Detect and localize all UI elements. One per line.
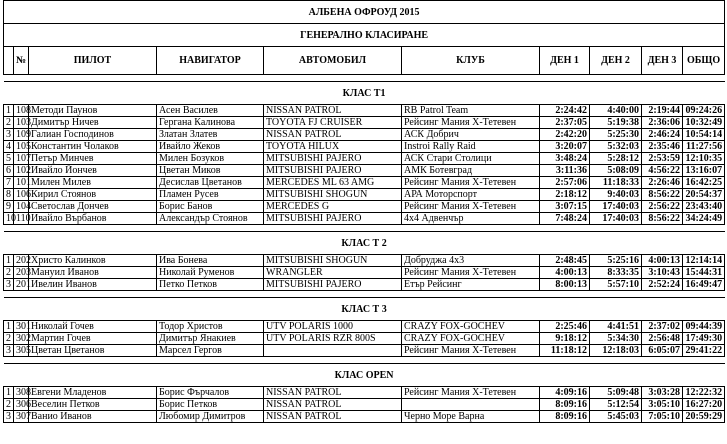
table-row (4, 141, 725, 153)
club-cell: RB Patrol Team (402, 105, 540, 117)
day1-cell: 9:18:12 (540, 333, 590, 345)
number-cell: 302 (14, 333, 29, 345)
navigator-cell: Асен Василев (157, 105, 264, 117)
pilot-cell: Петър Минчев (29, 153, 157, 165)
col-header-club: КЛУБ (402, 47, 540, 75)
number-cell: 102 (14, 165, 29, 177)
position-cell: 2 (4, 399, 14, 411)
navigator-cell: Милен Бозуков (157, 153, 264, 165)
page-subtitle: ГЕНЕРАЛНО КЛАСИРАНЕ (4, 24, 725, 47)
club-cell: Рейсинг Мания Х-Тетевен (402, 177, 540, 189)
day2-cell: 17:40:03 (590, 201, 642, 213)
table-row (4, 255, 725, 267)
pilot-cell: Мартин Гочев (29, 333, 157, 345)
class-heading: КЛАС Т 3 (4, 298, 725, 321)
day3-cell: 2:37:02 (642, 321, 683, 333)
club-cell: 4х4 Адвенчър (402, 213, 540, 225)
day3-cell: 3:05:10 (642, 399, 683, 411)
number-cell: 104 (14, 201, 29, 213)
total-cell: 12:22:32 (683, 387, 725, 399)
car-cell: MITSUBISHI PAJERO (264, 153, 402, 165)
car-cell: NISSAN PATROL (264, 105, 402, 117)
car-cell: UTV POLARIS 1000 (264, 321, 402, 333)
navigator-cell: Златан Златев (157, 129, 264, 141)
car-cell (264, 345, 402, 357)
col-header-navigator: НАВИГАТОР (157, 47, 264, 75)
total-cell: 10:32:49 (683, 117, 725, 129)
number-cell: 109 (14, 129, 29, 141)
navigator-cell: Любомир Димитров (157, 411, 264, 423)
table-row (4, 165, 725, 177)
day1-cell: 8:00:13 (540, 279, 590, 291)
number-cell: 202 (14, 255, 29, 267)
day1-cell: 2:42:20 (540, 129, 590, 141)
total-cell: 09:24:26 (683, 105, 725, 117)
results-table (3, 0, 725, 423)
number-cell: 308 (14, 387, 29, 399)
col-header-pilot: ПИЛОТ (29, 47, 157, 75)
navigator-cell: Марсел Гергов (157, 345, 264, 357)
class-heading: КЛАС OPEN (4, 364, 725, 387)
day2-cell: 5:25:16 (590, 255, 642, 267)
navigator-cell: Николай Руменов (157, 267, 264, 279)
navigator-cell: Петко Петков (157, 279, 264, 291)
table-row (4, 129, 725, 141)
day3-cell: 2:56:48 (642, 333, 683, 345)
club-cell: Рейсинг Мания Х-Тетевен (402, 345, 540, 357)
day1-cell: 3:48:24 (540, 153, 590, 165)
pilot-cell: Николай Гочев (29, 321, 157, 333)
total-cell: 16:27:20 (683, 399, 725, 411)
day2-cell: 5:09:48 (590, 387, 642, 399)
spacer (4, 225, 725, 232)
club-cell: Добруджа 4х3 (402, 255, 540, 267)
car-cell: MITSUBISHI SHOGUN (264, 255, 402, 267)
number-cell: 106 (14, 189, 29, 201)
total-cell: 29:41:22 (683, 345, 725, 357)
day3-cell: 2:19:44 (642, 105, 683, 117)
number-cell: 107 (14, 153, 29, 165)
total-cell: 16:49:47 (683, 279, 725, 291)
table-row (4, 399, 725, 411)
pilot-cell: Мануил Иванов (29, 267, 157, 279)
position-cell: 2 (4, 333, 14, 345)
day2-cell: 5:57:10 (590, 279, 642, 291)
club-cell: АСК Стари Столици (402, 153, 540, 165)
table-row (4, 189, 725, 201)
car-cell: NISSAN PATROL (264, 387, 402, 399)
club-cell: Рейсинг Мания Х-Тетевен (402, 267, 540, 279)
position-cell: 3 (4, 345, 14, 357)
col-header-number: № (14, 47, 29, 75)
number-cell: 110 (14, 213, 29, 225)
header-blank (4, 47, 14, 75)
pilot-cell: Кирил Стоянов (29, 189, 157, 201)
day3-cell: 4:56:22 (642, 165, 683, 177)
table-row (4, 213, 725, 225)
day3-cell: 2:56:22 (642, 201, 683, 213)
day2-cell: 8:33:35 (590, 267, 642, 279)
day1-cell: 8:09:16 (540, 411, 590, 423)
navigator-cell: Димитър Янакиев (157, 333, 264, 345)
car-cell: MERCEDES G (264, 201, 402, 213)
navigator-cell: Пламен Русев (157, 189, 264, 201)
total-cell: 13:16:07 (683, 165, 725, 177)
day3-cell: 2:26:46 (642, 177, 683, 189)
club-cell: CRAZY FOX-GOCHEV (402, 321, 540, 333)
day3-cell: 2:46:24 (642, 129, 683, 141)
table-row (4, 279, 725, 291)
day3-cell: 4:00:13 (642, 255, 683, 267)
day2-cell: 5:08:09 (590, 165, 642, 177)
car-cell: TOYOTA HILUX (264, 141, 402, 153)
total-cell: 10:54:14 (683, 129, 725, 141)
club-cell: Рейсинг Мания Х-Тетевен (402, 201, 540, 213)
navigator-cell: Борис Петков (157, 399, 264, 411)
day2-cell: 5:12:54 (590, 399, 642, 411)
day3-cell: 2:53:59 (642, 153, 683, 165)
number-cell: 305 (14, 345, 29, 357)
total-cell: 15:44:31 (683, 267, 725, 279)
position-cell: 8 (4, 189, 14, 201)
table-row (4, 333, 725, 345)
club-cell: АРА Моторспорт (402, 189, 540, 201)
pilot-cell: Милен Милев (29, 177, 157, 189)
pilot-cell: Евгени Младенов (29, 387, 157, 399)
club-cell: Instroi Rally Raid (402, 141, 540, 153)
class-heading: КЛАС Т 2 (4, 232, 725, 255)
day3-cell: 3:03:28 (642, 387, 683, 399)
pilot-cell: Методи Паунов (29, 105, 157, 117)
car-cell: MITSUBISHI SHOGUN (264, 189, 402, 201)
day2-cell: 17:40:03 (590, 213, 642, 225)
number-cell: 307 (14, 411, 29, 423)
navigator-cell: Борис Фърчалов (157, 387, 264, 399)
day2-cell: 5:19:38 (590, 117, 642, 129)
club-cell: Черно Море Варна (402, 411, 540, 423)
position-cell: 2 (4, 267, 14, 279)
day2-cell: 4:41:51 (590, 321, 642, 333)
position-cell: 3 (4, 279, 14, 291)
col-header-car: АВТОМОБИЛ (264, 47, 402, 75)
position-cell: 6 (4, 165, 14, 177)
car-cell: MITSUBISHI PAJERO (264, 213, 402, 225)
day1-cell: 3:20:07 (540, 141, 590, 153)
table-row (4, 177, 725, 189)
total-cell: 20:59:29 (683, 411, 725, 423)
pilot-cell: Светослав Дончев (29, 201, 157, 213)
day1-cell: 8:09:16 (540, 399, 590, 411)
spacer (4, 291, 725, 298)
day2-cell: 5:32:03 (590, 141, 642, 153)
total-cell: 20:54:37 (683, 189, 725, 201)
day1-cell: 2:18:12 (540, 189, 590, 201)
total-cell: 12:10:35 (683, 153, 725, 165)
col-header-day1: ДЕН 1 (540, 47, 590, 75)
position-cell: 10 (4, 213, 14, 225)
number-cell: 101 (14, 177, 29, 189)
total-cell: 11:27:56 (683, 141, 725, 153)
day3-cell: 8:56:22 (642, 189, 683, 201)
table-row (4, 411, 725, 423)
day1-cell: 2:37:05 (540, 117, 590, 129)
position-cell: 9 (4, 201, 14, 213)
table-row (4, 201, 725, 213)
total-cell: 34:24:49 (683, 213, 725, 225)
car-cell: NISSAN PATROL (264, 411, 402, 423)
day3-cell: 8:56:22 (642, 213, 683, 225)
table-row (4, 387, 725, 399)
club-cell: Рейсинг Мания Х-Тетевен (402, 387, 540, 399)
day3-cell: 2:52:24 (642, 279, 683, 291)
table-row (4, 267, 725, 279)
day3-cell: 6:05:07 (642, 345, 683, 357)
navigator-cell: Гергана Калинова (157, 117, 264, 129)
day2-cell: 4:40:00 (590, 105, 642, 117)
car-cell: WRANGLER (264, 267, 402, 279)
day3-cell: 2:35:46 (642, 141, 683, 153)
car-cell: MITSUBISHI PAJERO (264, 165, 402, 177)
pilot-cell: Ивайло Върбанов (29, 213, 157, 225)
day1-cell: 3:11:36 (540, 165, 590, 177)
day1-cell: 2:48:45 (540, 255, 590, 267)
total-cell: 17:49:30 (683, 333, 725, 345)
number-cell: 203 (14, 267, 29, 279)
page-title: АЛБЕНА ОФРОУД 2015 (4, 1, 725, 24)
day2-cell: 5:25:30 (590, 129, 642, 141)
club-cell: АСК Добрич (402, 129, 540, 141)
position-cell: 1 (4, 105, 14, 117)
navigator-cell: Цветан Миков (157, 165, 264, 177)
day1-cell: 2:24:42 (540, 105, 590, 117)
pilot-cell: Галиан Господинов (29, 129, 157, 141)
day1-cell: 4:09:16 (540, 387, 590, 399)
position-cell: 5 (4, 153, 14, 165)
class-heading: КЛАС Т1 (4, 82, 725, 105)
pilot-cell: Димитър Ничев (29, 117, 157, 129)
car-cell: MERCEDES ML 63 AMG (264, 177, 402, 189)
position-cell: 4 (4, 141, 14, 153)
car-cell: NISSAN PATROL (264, 129, 402, 141)
position-cell: 7 (4, 177, 14, 189)
table-row (4, 117, 725, 129)
club-cell (402, 399, 540, 411)
club-cell: Рейсинг Мания Х-Тетевен (402, 117, 540, 129)
pilot-cell: Ивелин Иванов (29, 279, 157, 291)
day1-cell: 4:00:13 (540, 267, 590, 279)
navigator-cell: Борис Банов (157, 201, 264, 213)
navigator-cell: Александър Стоянов (157, 213, 264, 225)
car-cell: NISSAN PATROL (264, 399, 402, 411)
club-cell: АМК Ботевград (402, 165, 540, 177)
car-cell: UTV POLARIS RZR 800S (264, 333, 402, 345)
col-header-day2: ДЕН 2 (590, 47, 642, 75)
table-row (4, 153, 725, 165)
spacer (4, 357, 725, 364)
pilot-cell: Ванио Иванов (29, 411, 157, 423)
day2-cell: 5:34:30 (590, 333, 642, 345)
number-cell: 306 (14, 399, 29, 411)
day1-cell: 2:25:46 (540, 321, 590, 333)
position-cell: 1 (4, 255, 14, 267)
day2-cell: 5:45:03 (590, 411, 642, 423)
club-cell: Етър Рейсинг (402, 279, 540, 291)
pilot-cell: Константин Чолаков (29, 141, 157, 153)
position-cell: 1 (4, 321, 14, 333)
car-cell: TOYOTA FJ CRUISER (264, 117, 402, 129)
day1-cell: 2:57:06 (540, 177, 590, 189)
header-row (4, 47, 725, 75)
total-cell: 23:43:40 (683, 201, 725, 213)
total-cell: 16:42:25 (683, 177, 725, 189)
table-row (4, 321, 725, 333)
position-cell: 2 (4, 117, 14, 129)
navigator-cell: Тодор Христов (157, 321, 264, 333)
spacer (4, 75, 725, 82)
number-cell: 108 (14, 105, 29, 117)
pilot-cell: Ивайло Йончев (29, 165, 157, 177)
position-cell: 3 (4, 411, 14, 423)
navigator-cell: Ивайло Жеков (157, 141, 264, 153)
car-cell: MITSUBISHI PAJERO (264, 279, 402, 291)
table-row (4, 105, 725, 117)
navigator-cell: Десислав Цветанов (157, 177, 264, 189)
pilot-cell: Веселин Петков (29, 399, 157, 411)
day2-cell: 12:18:03 (590, 345, 642, 357)
total-cell: 12:14:14 (683, 255, 725, 267)
club-cell: CRAZY FOX-GOCHEV (402, 333, 540, 345)
day3-cell: 3:10:43 (642, 267, 683, 279)
table-row (4, 345, 725, 357)
number-cell: 103 (14, 117, 29, 129)
col-header-total: ОБЩО (683, 47, 725, 75)
day3-cell: 7:05:10 (642, 411, 683, 423)
pilot-cell: Цветан Цветанов (29, 345, 157, 357)
number-cell: 105 (14, 141, 29, 153)
day1-cell: 11:18:12 (540, 345, 590, 357)
day2-cell: 11:18:33 (590, 177, 642, 189)
day1-cell: 7:48:24 (540, 213, 590, 225)
col-header-day3: ДЕН 3 (642, 47, 683, 75)
position-cell: 3 (4, 129, 14, 141)
number-cell: 301 (14, 321, 29, 333)
day1-cell: 3:07:15 (540, 201, 590, 213)
navigator-cell: Ива Бонева (157, 255, 264, 267)
day2-cell: 9:40:03 (590, 189, 642, 201)
day3-cell: 2:36:06 (642, 117, 683, 129)
position-cell: 1 (4, 387, 14, 399)
total-cell: 09:44:39 (683, 321, 725, 333)
number-cell: 201 (14, 279, 29, 291)
day2-cell: 5:28:12 (590, 153, 642, 165)
pilot-cell: Христо Калинков (29, 255, 157, 267)
